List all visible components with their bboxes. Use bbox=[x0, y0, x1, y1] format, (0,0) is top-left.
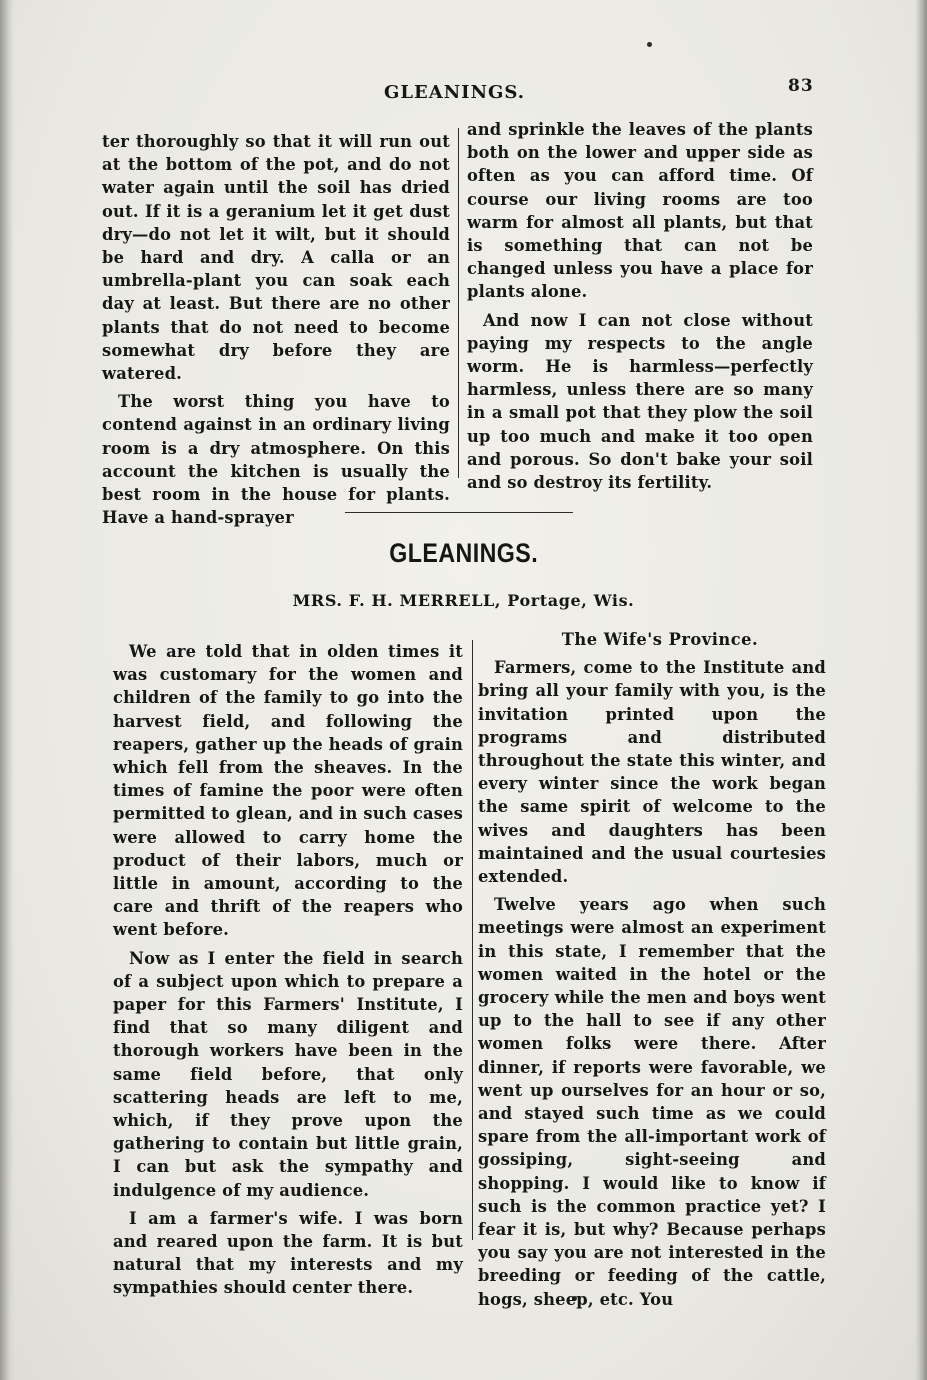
paragraph: And now I can not close without paying my respects to the angle worm. He is harmless—perfectly harmless, unless there are so many in a small pot that they plow the soil up too much and make it too open and porous. So don't bake your soil and so destroy its fertility. bbox=[467, 310, 813, 493]
top-left-column bbox=[102, 130, 450, 534]
paragraph: Now as I enter the field in search of a subject upon which to prepare a paper for this Farmers' Institute, I find that so many diligent and thorough workers have been in the same field before, that only scattering heads are left to me, which, if they prove upon the gathering to contain but little grain, I can but ask the sympathy and indulgence of my audience. bbox=[113, 948, 463, 1200]
bottom-right-column bbox=[478, 628, 826, 1316]
column-divider-bottom bbox=[472, 640, 473, 1240]
paragraph: Farmers, come to the Institute and bring all your family with you, is the invitation printed upon the programs and distributed throughout the state this winter, and every winter since the work began the same spirit of welcome to the wives and daughters has been maintained and the usual courtesies extended. bbox=[478, 658, 826, 887]
article-title: GLEANINGS. bbox=[389, 538, 539, 568]
ink-speck-top bbox=[647, 42, 652, 47]
paragraph: I am a farmer's wife. I was born and reared upon the farm. It is but natural that my interests and my sympathies should center there. bbox=[113, 1208, 463, 1298]
running-head-title: GLEANINGS. bbox=[384, 82, 526, 103]
top-right-column bbox=[467, 118, 813, 499]
paragraph: Twelve years ago when such meetings were almost an experiment in this state, I remember that the women waited in the hotel or the grocery while the men and boys went up to the hall to see if any other women folks were there. After dinner, if reports were favorable, we went up ourselves for an hour or so, and stayed such time as we could spare from the all-important work of gossiping, sight-seeing and shopping. I would like to know if such is the common practice yet? I fear it is, but why? Because perhaps you say you are not interested in the breeding or feeding of the cattle, hogs, sheep, etc. You bbox=[478, 895, 826, 1309]
page-edge-left bbox=[0, 0, 14, 1380]
article-byline: MRS. F. H. MERRELL, Portage, Wis. bbox=[292, 591, 635, 610]
paragraph: and sprinkle the leaves of the plants both on the lower and upper side as often as you can afford time. Of course our living rooms are too warm for almost all plants, but that is something that can not be changed unless you have a place for plants alone. bbox=[467, 120, 813, 302]
paragraph: The worst thing you have to contend against in an ordinary living room is a dry atmosphere. On this account the kitchen is usually the best room in the house for plants. Have a hand-sprayer bbox=[102, 392, 450, 528]
page-number: 83 bbox=[788, 76, 814, 96]
bottom-left-column bbox=[113, 640, 463, 1305]
page-edge-right bbox=[915, 0, 927, 1380]
column-divider-top bbox=[458, 128, 459, 478]
section-separator-rule bbox=[345, 512, 573, 513]
paragraph: ter thoroughly so that it will run out at the bottom of the pot, and do not water again until the soil has dried out. If it is a geranium let it get dust dry—do not let it wilt, but it should be hard and dry. A calla or an umbrella-plant you can soak each day at least. But there are no other plants that do not need to become somewhat dry before they are watered. bbox=[102, 132, 450, 384]
subsection-heading: The Wife's Province. bbox=[561, 630, 759, 649]
paragraph: We are told that in olden times it was customary for the women and children of the family to go into the harvest field, and following the reapers, gather up the heads of grain which fell from the sheaves. In the times of famine the poor were often permitted to glean, and in such cases were allowed to carry home the product of their labors, much or little in amount, according to the care and thrift of the reapers who went before. bbox=[113, 642, 463, 940]
